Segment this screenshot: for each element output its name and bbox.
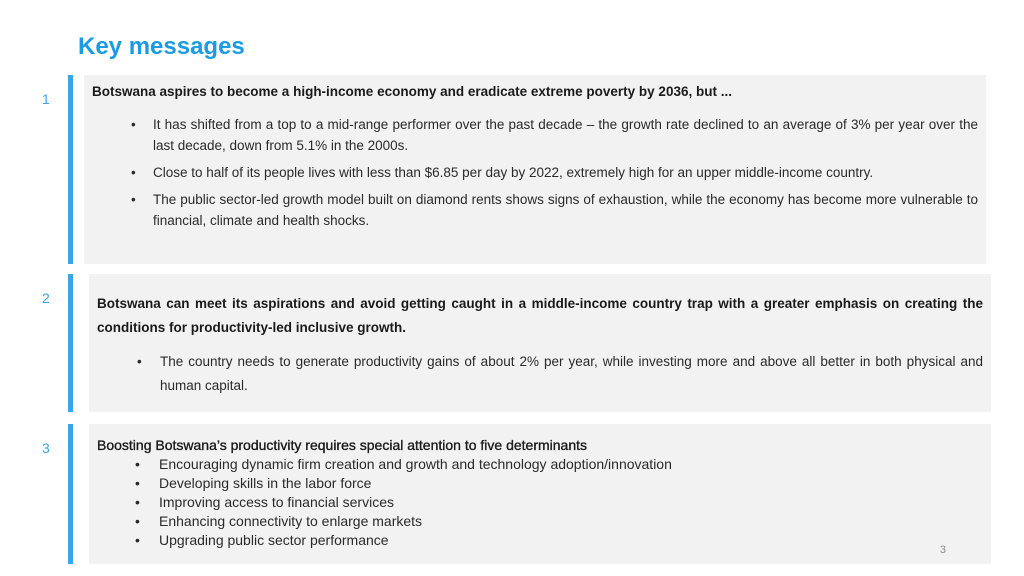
bullet-dot: • — [135, 532, 140, 548]
bullet-text: Upgrading public sector performance — [159, 532, 389, 548]
bullet-text: The country needs to generate productivity gains of about 2% per year, while investing more and above all better in both physical and human capital. — [160, 354, 983, 393]
list-item — [92, 114, 978, 156]
bullet-dot: • — [135, 513, 140, 529]
bullet-dot: • — [135, 494, 140, 510]
section-2-heading: Botswana can meet its aspirations and avoid getting caught in a middle-income country trap with a greater emphasis on creating the conditions for productivity-led inclusive growth. — [97, 296, 983, 335]
section-3-number: 3 — [42, 440, 50, 456]
bullet-dot: • — [135, 475, 140, 491]
list-item — [97, 493, 983, 512]
bullet-text: Enhancing connectivity to enlarge markets — [159, 513, 423, 529]
page-title: Key messages — [78, 33, 245, 60]
list-item — [97, 474, 983, 493]
page-number: 3 — [939, 544, 946, 556]
list-item — [97, 455, 983, 474]
section-3-accent-bar — [68, 424, 73, 564]
section-3-box — [89, 424, 991, 564]
bullet-text: The public sector-led growth model built on diamond rents shows signs of exhaustion, while the economy has become more vulnerable to financial, climate and health shocks. — [153, 192, 978, 228]
list-item — [97, 531, 983, 550]
bullet-text: Encouraging dynamic firm creation and growth and technology adoption/innovation — [159, 456, 672, 472]
list-item — [92, 189, 978, 231]
bullet-text: Improving access to financial services — [159, 494, 394, 510]
section-3-bullet-list — [97, 455, 983, 550]
bullet-dot: • — [137, 354, 142, 369]
section-1-bullet-list — [92, 114, 978, 231]
section-2-box — [89, 274, 991, 412]
list-item — [97, 350, 983, 398]
bullet-text: Close to half of its people lives with less than $6.85 per day by 2022, extremely high for an upper middle-income country. — [153, 165, 874, 180]
section-1-box — [84, 75, 986, 264]
section-1-heading: Botswana aspires to become a high-income economy and eradicate extreme poverty by 2036, but ... — [92, 84, 732, 99]
bullet-dot: • — [135, 456, 140, 472]
bullet-dot: • — [131, 117, 136, 132]
bullet-text: Developing skills in the labor force — [159, 475, 372, 491]
section-1-number: 1 — [42, 91, 50, 107]
bullet-text: It has shifted from a top to a mid-range performer over the past decade – the growth rate declined to an average of 3% per year over the last decade, down from 5.1% in the 2000s. — [153, 117, 978, 153]
section-2-accent-bar — [68, 274, 73, 412]
section-2-bullet-list — [97, 350, 983, 398]
bullet-dot: • — [131, 165, 136, 180]
list-item — [97, 512, 983, 531]
section-1-accent-bar — [68, 75, 73, 264]
section-2-number: 2 — [42, 290, 50, 306]
bullet-dot: • — [131, 192, 136, 207]
list-item — [92, 162, 978, 183]
section-3-heading: Boosting Botswana’s productivity requires special attention to five determinants — [97, 437, 588, 453]
